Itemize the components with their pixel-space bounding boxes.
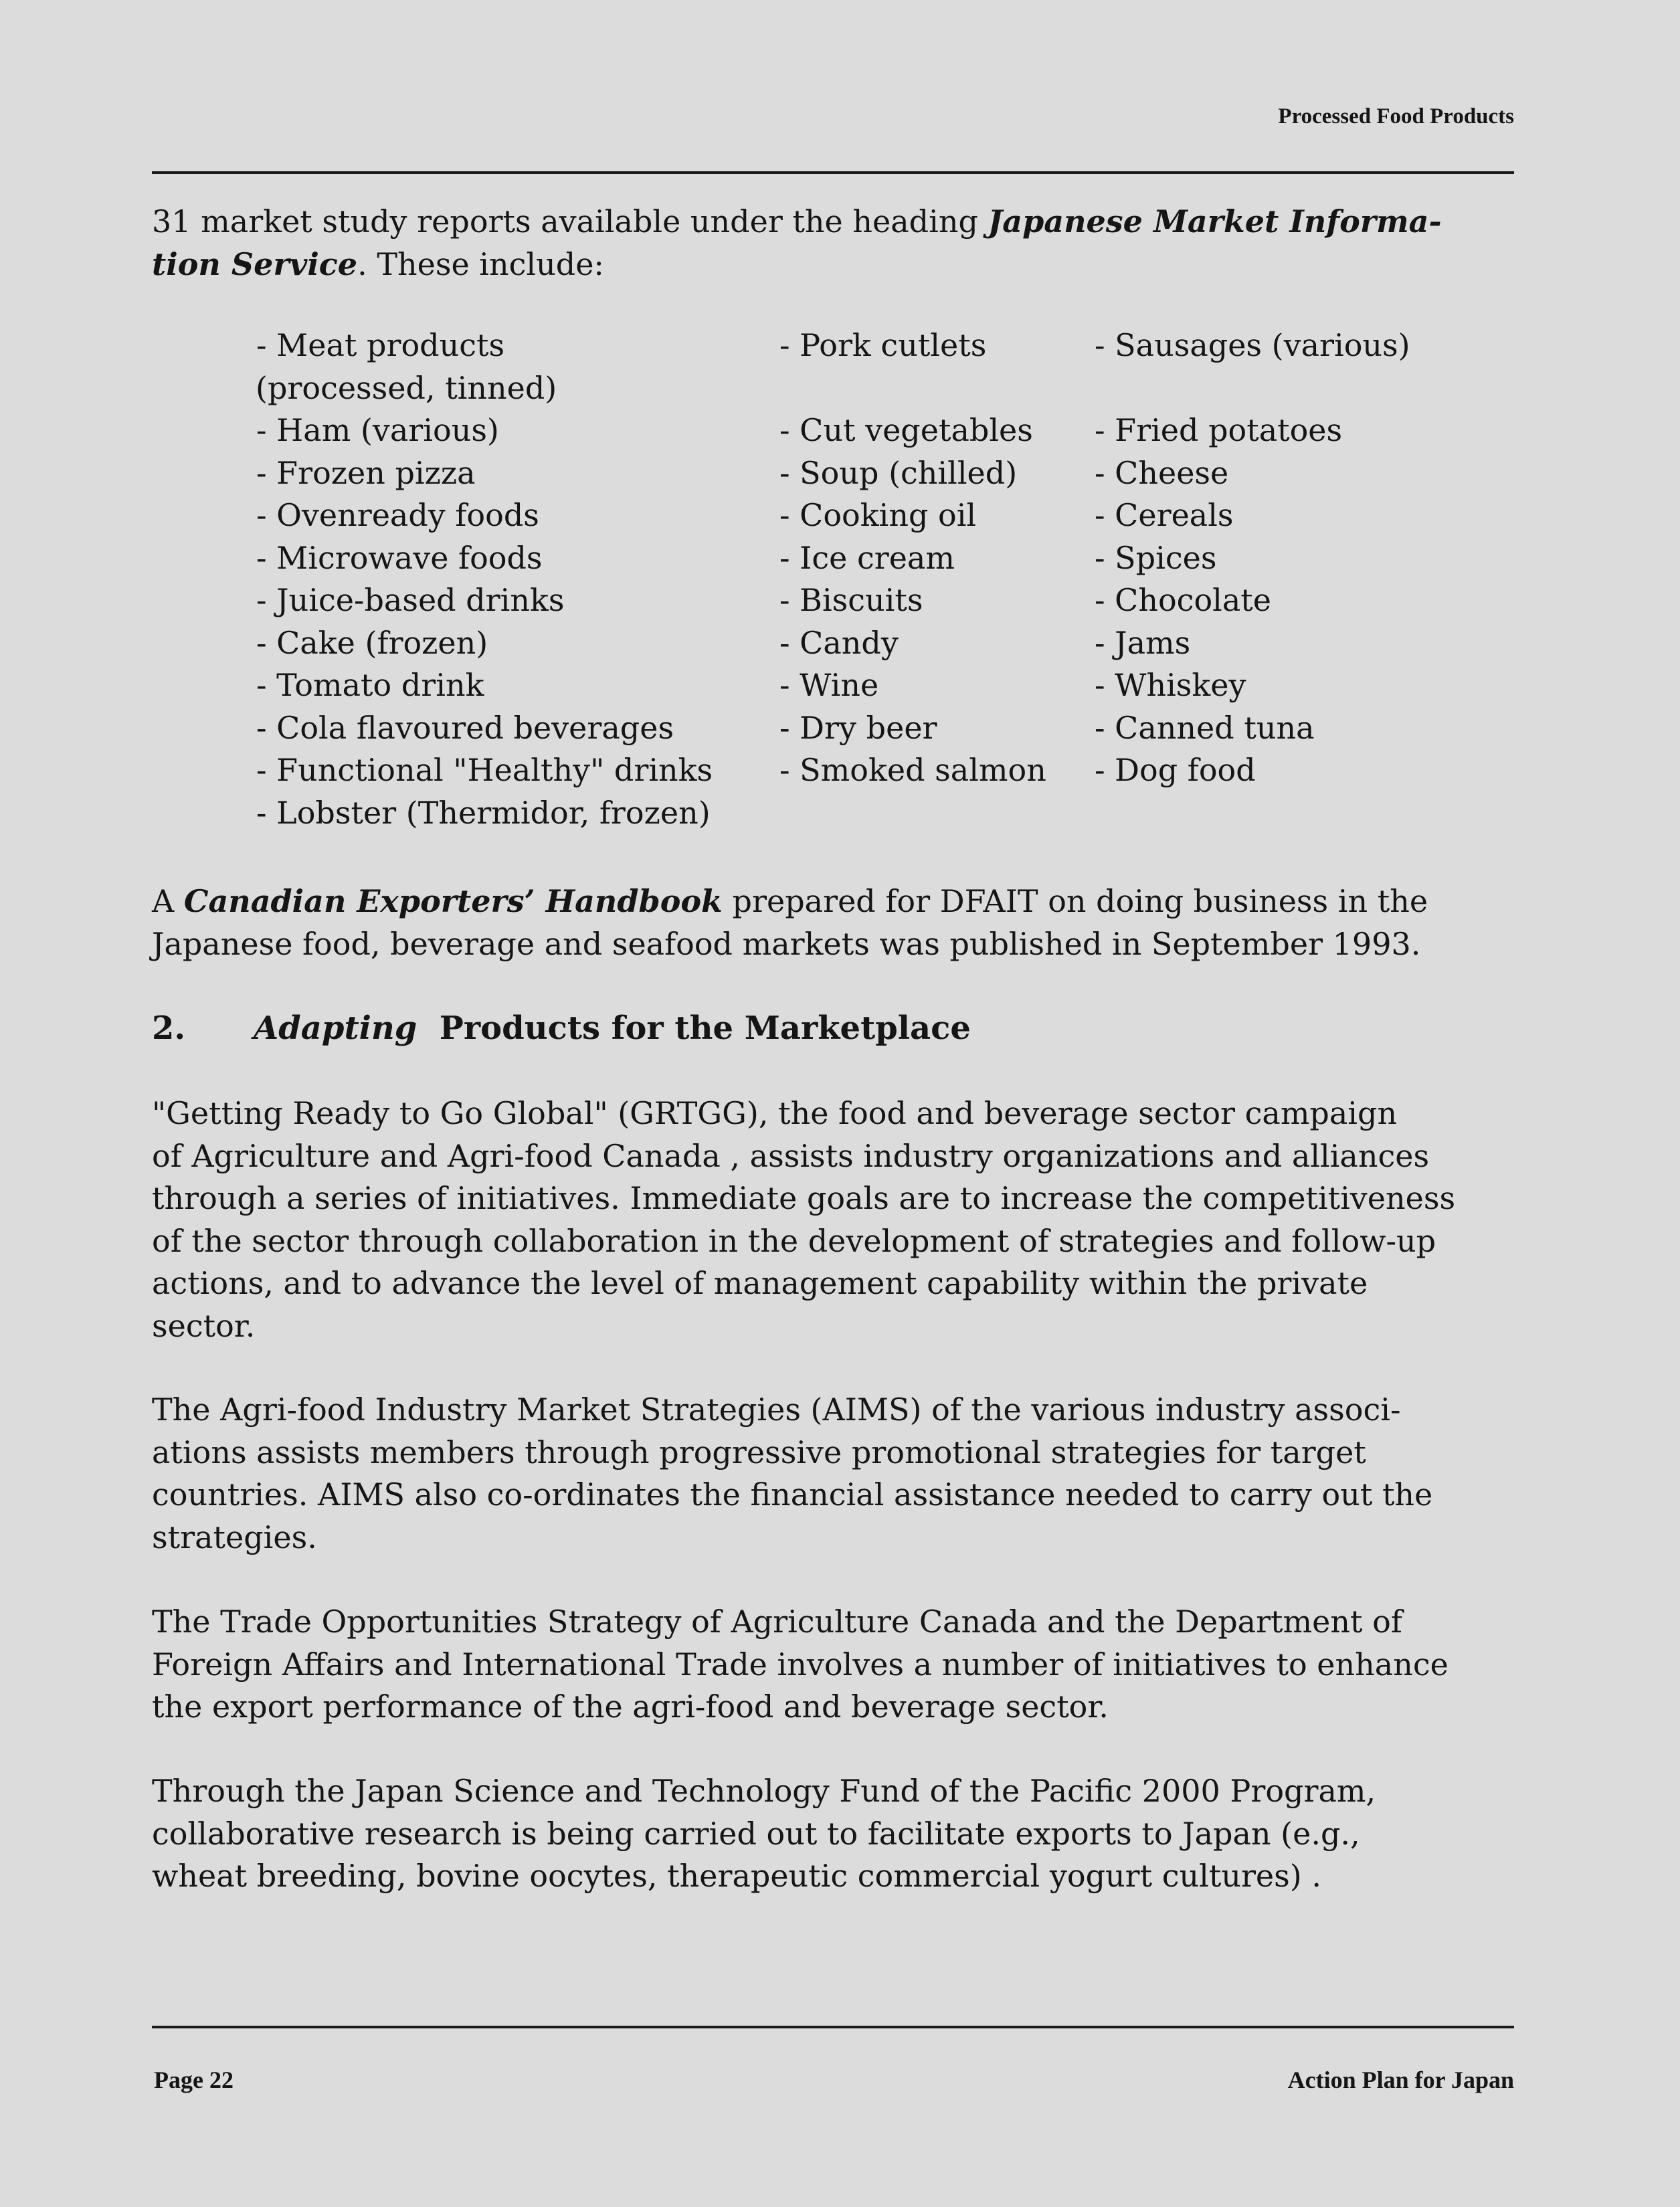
handbook-line-1: A Canadian Exporters’ Handbook prepared for DFAIT on doing business in the — [152, 883, 1428, 919]
running-footer: Action Plan for Japan — [1287, 2067, 1514, 2093]
trade-paragraph: The Trade Opportunities Strategy of Agriculture Canada and the Department of Foreign Affairs and International Trade involves a number of initiatives to enhance the export performance of the agri-food and beverage sector. — [152, 1604, 1449, 1725]
handbook-title: Canadian Exporters’ Handbook — [183, 883, 723, 919]
list-item: - Lobster (Thermidor, frozen) — [256, 794, 711, 831]
section-title-rest: Products for the Marketplace — [417, 1010, 971, 1047]
section-italic-word: Adapting — [254, 1010, 417, 1047]
product-list — [256, 324, 1527, 834]
header-rule — [152, 171, 1514, 174]
jmis-title-cont: tion Service — [152, 246, 358, 282]
footer-rule — [152, 2026, 1514, 2028]
grtgg-paragraph: "Getting Ready to Go Global" (GRTGG), the food and beverage sector campaign of Agriculture and Agri-food Canada , assists industry organizations and alliances through a series of initiatives. Immediate goals are to increase the competitiveness of the sector through collaboration in the development of strategies and follow-up actions, and to advance the level of management capability within the private sector. — [152, 1095, 1456, 1344]
handbook-paragraph — [152, 880, 1523, 965]
intro-line-1: 31 market study reports available under the heading Japanese Market Informa- — [152, 203, 1442, 239]
list-item: - Frozen pizza - Soup (chilled) - Cheese — [256, 454, 1229, 491]
list-item: (processed, tinned) — [256, 369, 557, 406]
list-item: - Cola flavoured beverages - Dry beer - Canned tuna — [256, 709, 1315, 746]
list-item: - Cake (frozen) - Candy - Jams — [256, 624, 1191, 661]
page-number: Page 22 — [154, 2067, 234, 2093]
section-heading — [152, 1007, 971, 1050]
list-item: - Juice-based drinks - Biscuits - Chocolate — [256, 582, 1271, 618]
handbook-line-2: Japanese food, beverage and seafood markets was published in September 1993. — [152, 925, 1421, 962]
section-number: 2. — [152, 1010, 186, 1047]
list-item: - Tomato drink - Wine - Whiskey — [256, 667, 1246, 703]
list-item: - Ham (various) - Cut vegetables - Fried potatoes — [256, 412, 1343, 448]
list-item: - Functional "Healthy" drinks - Smoked salmon - Dog food — [256, 752, 1256, 788]
jmis-title: Japanese Market Informa- — [988, 203, 1442, 239]
science-paragraph: Through the Japan Science and Technology Fund of the Pacific 2000 Program, collaborative research is being carried out to facilitate exports to Japan (e.g., wheat breeding, bovine oocytes, therapeutic commercial yogurt cultures) . — [152, 1773, 1376, 1894]
aims-paragraph: The Agri-food Industry Market Strategies (AIMS) of the various industry associ- ations assists members through progressive promotional strategies for target countries. AIMS also co-ordinates the financial assistance needed to carry out the strategies. — [152, 1392, 1433, 1555]
list-item: - Ovenready foods - Cooking oil - Cereals — [256, 497, 1234, 533]
list-item: - Meat products - Pork cutlets - Sausages (various) — [256, 327, 1410, 363]
running-header: Processed Food Products — [1278, 104, 1514, 128]
list-item: - Microwave foods - Ice cream - Spices — [256, 539, 1217, 576]
intro-line-2: tion Service. These include: — [152, 246, 604, 282]
intro-paragraph — [152, 201, 1523, 286]
